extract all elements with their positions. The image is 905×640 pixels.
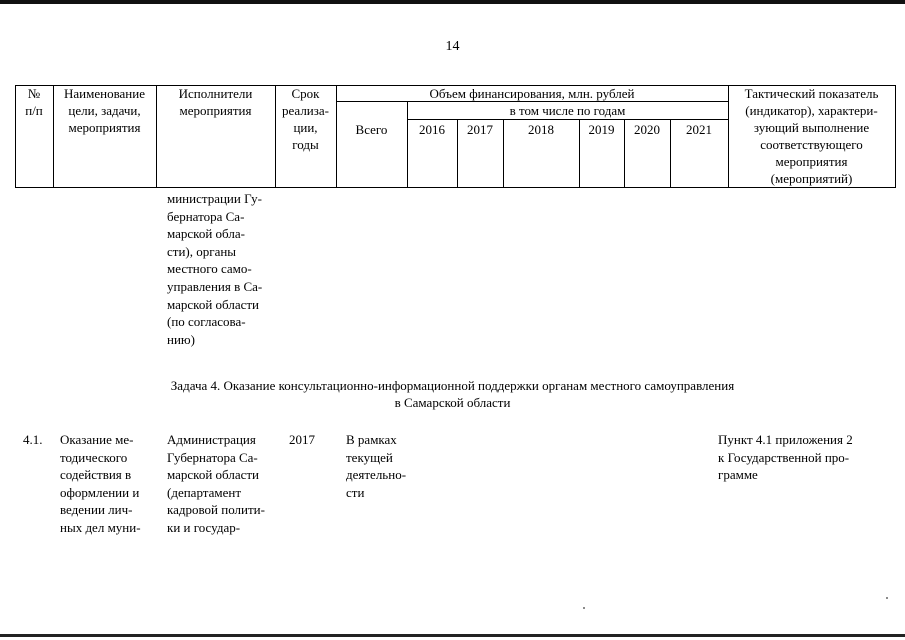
header-text: Тактический показатель <box>744 86 879 101</box>
text-line: бернатора Са- <box>167 208 245 224</box>
text-line: деятельно- <box>346 467 407 483</box>
executors-continuation <box>167 190 283 348</box>
item-name <box>60 431 162 537</box>
vline <box>895 85 896 188</box>
header-text: соответствующего <box>760 137 863 152</box>
text-line: ки и государ- <box>167 519 241 535</box>
col-total-header: Всего <box>355 122 388 137</box>
item-number: 4.1. <box>23 432 43 447</box>
text-line: оформлении и <box>60 484 140 500</box>
scan-speck <box>583 607 585 609</box>
table-header <box>15 85 896 188</box>
year-2021: 2021 <box>686 122 712 137</box>
header-text: годы <box>292 137 319 152</box>
text-line: марской области <box>167 467 259 483</box>
text-line: марской обла- <box>167 226 245 242</box>
item-term: 2017 <box>289 432 315 447</box>
col-number-header <box>15 85 53 119</box>
year-2016: 2016 <box>419 122 445 137</box>
text-line: Оказание ме- <box>60 432 134 447</box>
item-financing <box>346 431 436 501</box>
col-name-header <box>53 85 156 136</box>
header-text: (индикатор), характери- <box>745 103 878 118</box>
task-title-line: в Самарской области <box>394 395 511 410</box>
page-number: 14 <box>445 39 460 54</box>
header-text: Наименование <box>64 86 145 101</box>
header-text: ции, <box>293 120 318 135</box>
text-line: нию) <box>167 331 195 347</box>
header-text: реализа- <box>282 103 329 118</box>
text-line: ных дел муни- <box>60 519 141 535</box>
header-text: цели, задачи, <box>68 103 141 118</box>
col-term-header <box>275 85 336 153</box>
text-line: марской области <box>167 296 259 312</box>
text-line: министрации Гу- <box>167 191 262 206</box>
text-line: В рамках <box>346 432 397 447</box>
header-bottom-line <box>15 187 896 188</box>
text-line: сти), органы <box>167 243 237 259</box>
year-2017: 2017 <box>467 122 493 137</box>
text-line: содействия в <box>60 467 132 483</box>
header-text: мероприятия <box>68 120 141 135</box>
bottom-border <box>0 634 905 637</box>
text-line: Пункт 4.1 приложения 2 <box>718 432 853 447</box>
text-line: Губернатора Са- <box>167 449 258 465</box>
header-text: Срок <box>291 86 320 101</box>
header-text: п/п <box>25 103 43 118</box>
text-line: (департамент <box>167 484 242 500</box>
col-finance-header: Объем финансирования, млн. рублей <box>429 86 635 101</box>
item-indicator <box>718 431 889 484</box>
text-line: местного само- <box>167 261 252 277</box>
year-2020: 2020 <box>634 122 660 137</box>
header-text: № <box>27 86 41 101</box>
years-divider-line <box>407 119 728 120</box>
header-text: Исполнители <box>178 86 253 101</box>
task-title-line: Задача 4. Оказание консультационно-информационной поддержки органам местного самоуправления <box>170 378 735 393</box>
scan-speck <box>886 597 888 599</box>
task-heading <box>0 377 905 411</box>
header-text: мероприятия <box>775 154 848 169</box>
text-line: (по согласова- <box>167 314 246 330</box>
header-text: зующий выполнение <box>753 120 870 135</box>
text-line: сти <box>346 484 365 500</box>
header-text: мероприятия <box>179 103 252 118</box>
col-executors-header <box>156 85 275 119</box>
text-line: текущей <box>346 449 393 465</box>
col-by-years-header: в том числе по годам <box>509 103 626 118</box>
text-line: управления в Са- <box>167 278 263 294</box>
col-indicator-header <box>728 85 895 187</box>
text-line: тодического <box>60 449 128 465</box>
text-line: кадровой полити- <box>167 502 265 518</box>
header-text: (мероприятий) <box>770 171 853 186</box>
text-line: грамме <box>718 467 758 483</box>
text-line: к Государственной про- <box>718 449 850 465</box>
top-border <box>0 0 905 4</box>
year-2019: 2019 <box>588 122 615 137</box>
text-line: Администрация <box>167 432 256 447</box>
item-executor <box>167 431 285 537</box>
text-line: ведении лич- <box>60 502 133 518</box>
year-2018: 2018 <box>528 122 554 137</box>
